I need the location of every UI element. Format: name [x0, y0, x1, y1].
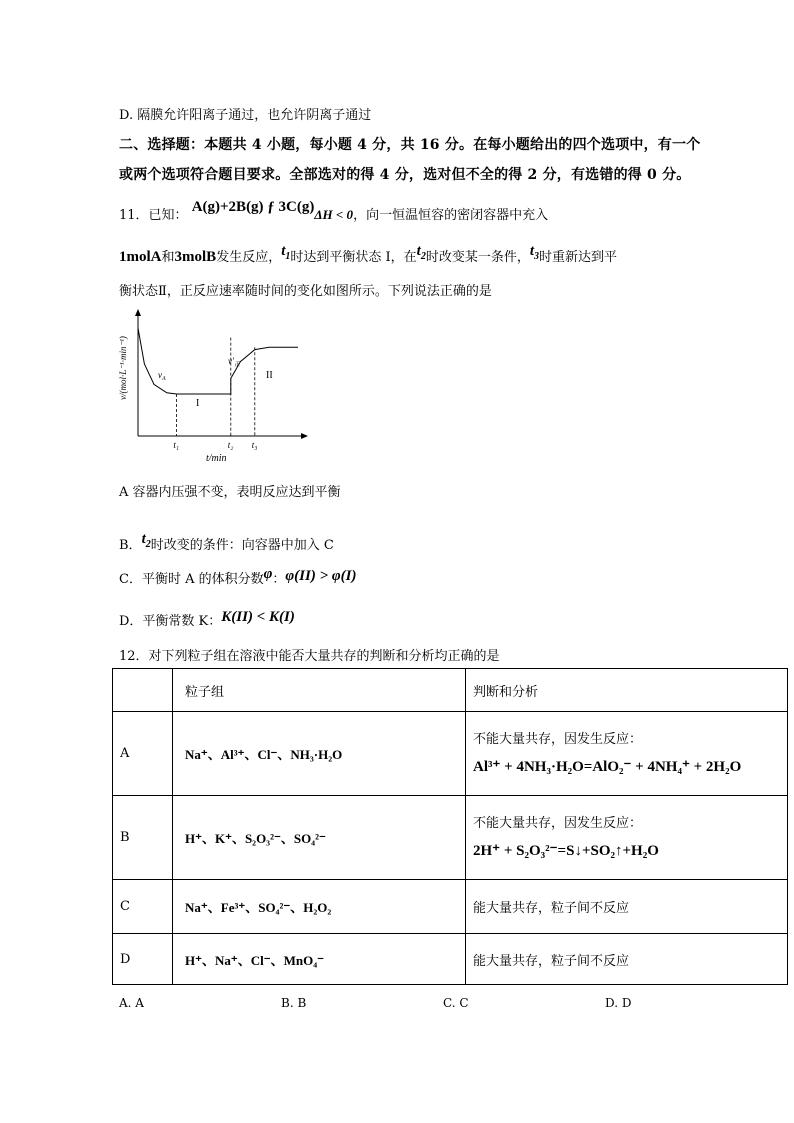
row-judgement: 不能大量共存，因发生反应：	[473, 731, 643, 747]
row-label: D	[113, 934, 173, 985]
q11-text2b: 时达到平衡状态 I，在	[290, 250, 417, 265]
q11-t3: $t_3$	[529, 243, 540, 262]
q11-line3: 衡状态Ⅱ，正反应速率随时间的变化如图所示。下列说法正确的是	[119, 284, 492, 299]
q11-text2c: 时改变某一条件，	[425, 250, 530, 265]
state-label-I: I	[196, 398, 200, 409]
answer-d: D. D	[605, 996, 632, 1010]
row-particles: Na⁺、Fe³⁺、SO₄²⁻、H₂O₂	[173, 880, 466, 934]
q11-line1	[119, 199, 549, 224]
y-axis-label: v/(mol·L⁻¹·min⁻¹)	[118, 336, 128, 400]
row-judgement: 能大量共存，粒子间不反应	[466, 934, 788, 985]
q12-table	[112, 668, 788, 985]
q11-option-b: B．$t_2$时改变的条件：向容器中加入 C	[119, 531, 334, 553]
table-row-b	[113, 796, 788, 880]
state-label-II: II	[266, 370, 273, 381]
row-label: C	[113, 880, 173, 934]
row-analysis	[466, 796, 788, 880]
table-row-a	[113, 712, 788, 796]
row-label: B	[113, 796, 173, 880]
row-particles: H⁺、Na⁺、Cl⁻、MnO₄⁻	[173, 934, 466, 985]
q11-text2a: 发生反应，	[216, 250, 282, 265]
q11-amount-b: 3molB	[174, 249, 217, 265]
row-judgement: 能大量共存，粒子间不反应	[466, 880, 788, 934]
header-cell-particles: 粒子组	[173, 669, 466, 712]
tick-label-t2: t₂	[227, 440, 234, 450]
answer-a: A. A	[119, 996, 144, 1010]
q11-text1: ，向一恒温恒容的密闭容器中充入	[353, 208, 549, 223]
table-row-c	[113, 880, 788, 934]
rate-time-chart	[120, 308, 310, 468]
row-judgement: 不能大量共存，因发生反应：	[473, 815, 643, 831]
q11-line2	[119, 243, 618, 266]
y-axis-arrow	[135, 309, 141, 316]
q11-t2: $t_2$	[416, 243, 426, 262]
x-axis-arrow	[301, 433, 308, 439]
q11-option-c: C．平衡时 A 的体积分数φ：φ(II) > φ(I)	[119, 566, 357, 587]
q11-option-d: D．平衡常数 K：K(II) < K(I)	[119, 609, 295, 629]
answer-b: B. B	[281, 996, 307, 1010]
q11-option-a: A 容器内压强不变，表明反应达到平衡	[119, 485, 341, 500]
q11-number: 11．已知：	[119, 208, 188, 223]
series-v-forward	[138, 328, 298, 394]
row-equation: Al³⁺ + 4NH₃·H₂O=AlO₂⁻ + 4NH₄⁺ + 2H₂O	[473, 758, 742, 775]
x-axis-label: t/min	[206, 453, 227, 464]
q11-text2d: 时重新达到平	[539, 250, 618, 265]
row-particles: Na⁺、Al³⁺、Cl⁻、NH₃·H₂O	[173, 712, 466, 796]
section2-line2: 或两个选项符合题目要求。全部选对的得 4 分，选对但不全的得 2 分，有选错的得 0 分。	[119, 167, 691, 183]
q11-t1: $t_1$	[281, 243, 291, 262]
q11-equation: A(g)+2B(g) ƒ 3C(g)	[191, 199, 315, 215]
q11-delta-h: ΔH < 0	[314, 207, 354, 222]
curve-label-vprime: $v'_正$	[228, 356, 240, 368]
row-particles: H⁺、K⁺、S₂O₃²⁻、SO₄²⁻	[173, 796, 466, 880]
row-equation: 2H⁺ + S₂O₃²⁻=S↓+SO₂↑+H₂O	[473, 842, 659, 859]
curve-label-va: $v_A$	[158, 370, 166, 382]
q12-stem: 12．对下列粒子组在溶液中能否大量共存的判断和分析均正确的是	[119, 649, 500, 664]
q11-and: 和	[161, 250, 175, 265]
header-cell-blank	[113, 669, 173, 712]
answer-c: C. C	[443, 996, 469, 1010]
guide-lines	[176, 338, 254, 436]
row-analysis	[466, 712, 788, 796]
row-label: A	[113, 712, 173, 796]
table-row-d	[113, 934, 788, 985]
section2-line1: 二、选择题：本题共 4 小题，每小题 4 分，共 16 分。在每小题给出的四个选项中，有一个	[119, 137, 701, 153]
table-header-row	[113, 669, 788, 712]
header-cell-analysis: 判断和分析	[466, 669, 788, 712]
tick-label-t3: t₃	[251, 440, 258, 450]
q11-amount-a: 1molA	[119, 249, 162, 265]
tick-label-t1: t₁	[173, 440, 180, 450]
prev-option-d: D. 隔膜允许阳离子通过，也允许阴离子通过	[119, 108, 372, 123]
